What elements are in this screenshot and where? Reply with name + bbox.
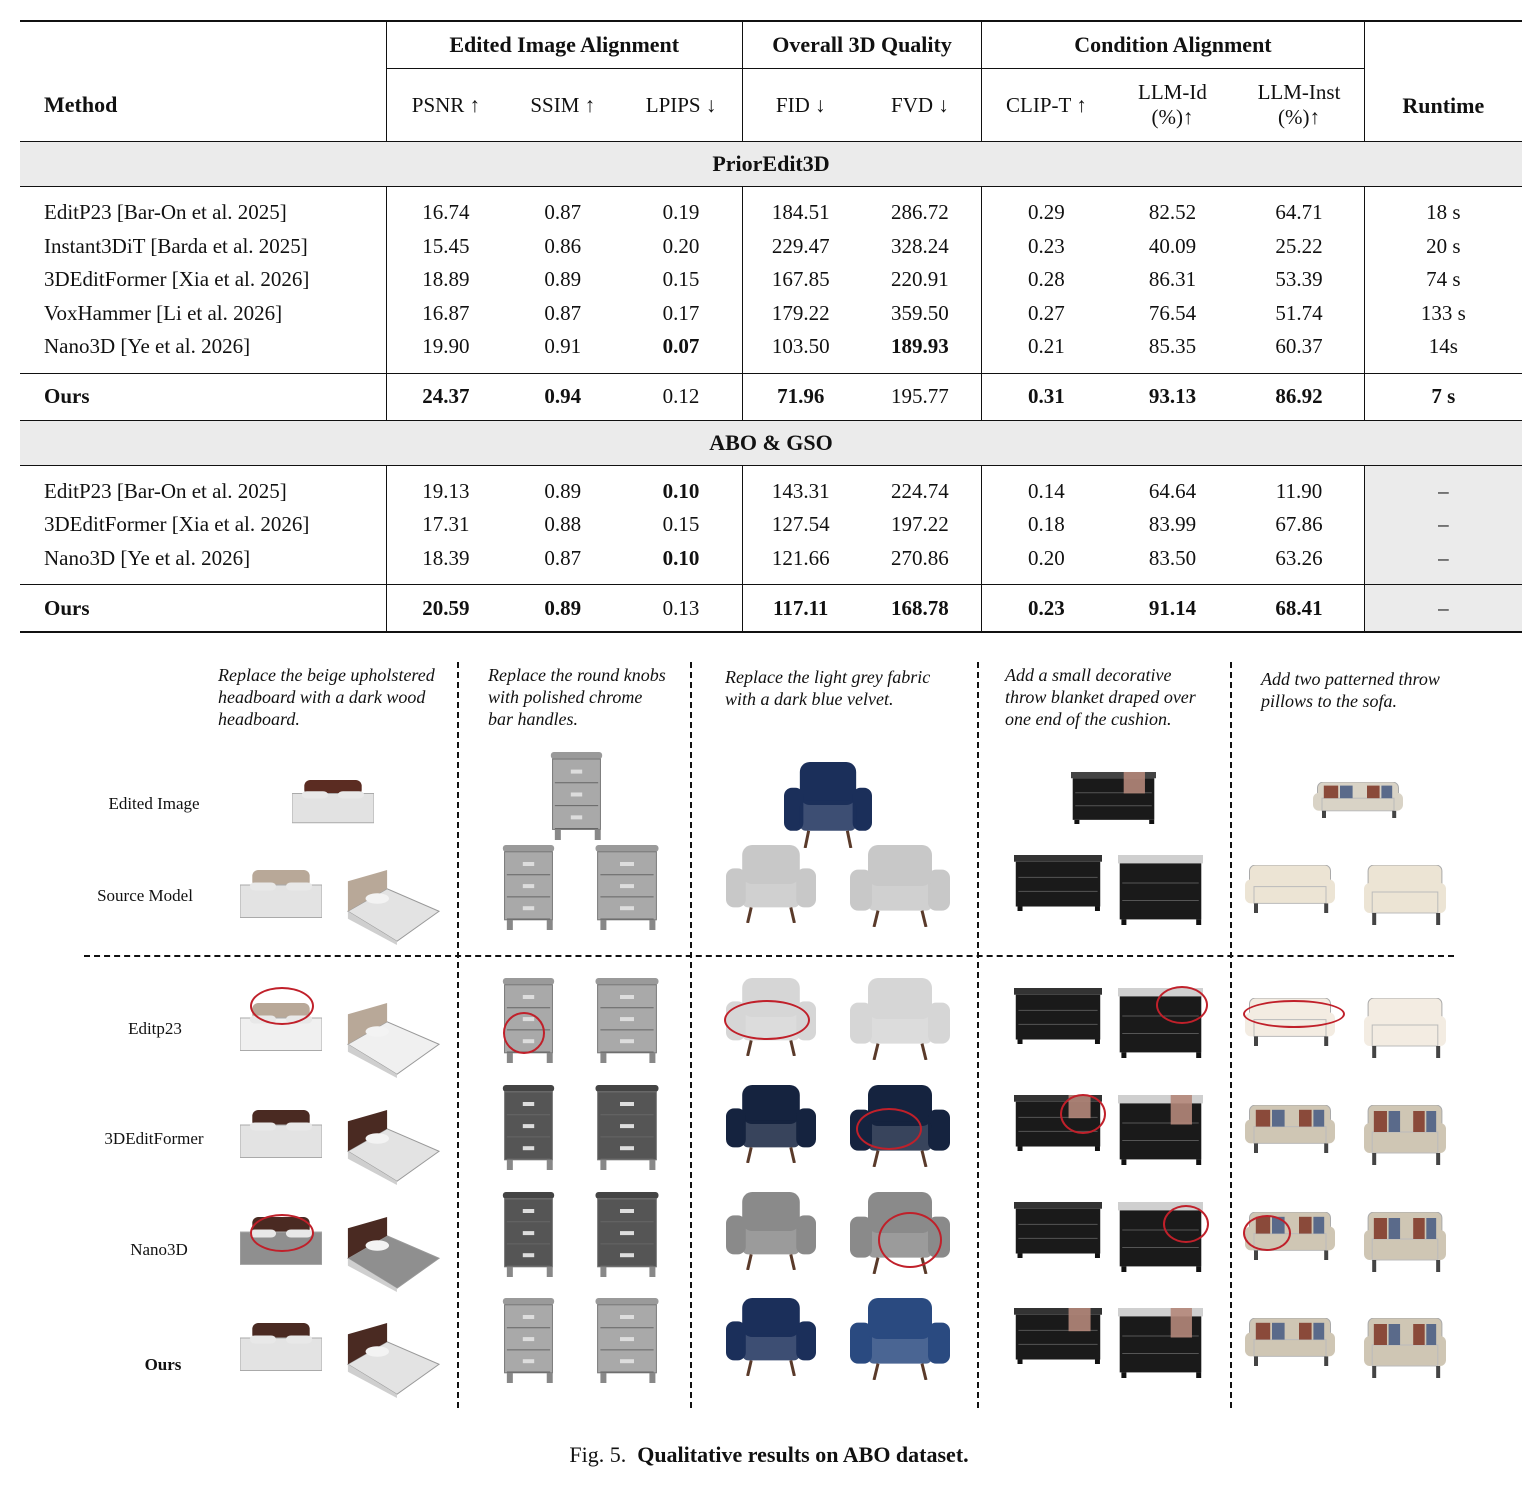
table-row bbox=[20, 263, 1522, 297]
metric-cell: 328.24 bbox=[891, 233, 949, 258]
method-name-ours: Ours bbox=[20, 585, 386, 633]
metric-cell: 0.19 bbox=[662, 200, 700, 225]
metric-cell: 64.71 bbox=[1275, 200, 1323, 225]
ours-result-bench-front bbox=[1014, 1308, 1102, 1364]
metric-cell: 0.29 bbox=[982, 187, 1111, 230]
edited-image-bench bbox=[1071, 772, 1156, 824]
row-label: Source Model bbox=[97, 886, 193, 905]
runtime-cell: – bbox=[1364, 465, 1522, 508]
metric-cell: 286.72 bbox=[891, 200, 949, 225]
header-metric-row bbox=[20, 69, 1522, 142]
row-label: Edited Image bbox=[108, 794, 200, 813]
section-title: PriorEdit3D bbox=[20, 142, 1522, 187]
method-header: Method bbox=[44, 91, 118, 117]
metric-cell: 224.74 bbox=[891, 478, 949, 503]
metric-cell: 0.87 bbox=[544, 300, 582, 325]
ours-row bbox=[20, 585, 1522, 633]
metric-header bbox=[1234, 69, 1364, 142]
ours-result-sofa-angle bbox=[1364, 1318, 1446, 1378]
instruction-line: headboard with a dark wood bbox=[218, 687, 426, 707]
method-name: EditP23 [Bar-On et al. 2025] bbox=[44, 478, 287, 503]
metric-header bbox=[742, 69, 858, 142]
metric-cell: 0.87 bbox=[544, 545, 582, 570]
metric-cell: 0.86 bbox=[544, 233, 582, 258]
metric-cell-ours: 0.13 bbox=[620, 585, 742, 633]
editp23-result-sofa-angle bbox=[1364, 998, 1446, 1058]
column-divider bbox=[690, 662, 692, 1408]
metric-header bbox=[505, 69, 620, 142]
runtime-cell: 133 s bbox=[1364, 297, 1522, 331]
metric-cell: 85.35 bbox=[1148, 334, 1197, 359]
method-name: Instant3DiT [Barda et al. 2025] bbox=[44, 233, 308, 258]
method-name-ours: Ours bbox=[20, 373, 386, 420]
instruction-line: Add two patterned throw bbox=[1261, 669, 1440, 689]
caption-title: Qualitative results on ABO dataset. bbox=[637, 1442, 969, 1467]
metric-cell: 0.27 bbox=[982, 297, 1111, 331]
failure-highlight-circle bbox=[1156, 986, 1208, 1024]
runtime-cell: 74 s bbox=[1364, 263, 1522, 297]
ours-result-armchair-angle bbox=[850, 1298, 950, 1380]
column-divider bbox=[977, 662, 979, 1408]
metric-cell: 0.17 bbox=[662, 300, 700, 325]
metric-cell-ours: 0.12 bbox=[620, 373, 742, 420]
editp23-result-bench-front bbox=[1014, 988, 1102, 1044]
metric-header-line: FVD ↓ bbox=[891, 92, 949, 117]
instruction-line: with a dark blue velvet. bbox=[725, 689, 894, 709]
instruction-text bbox=[1005, 664, 1196, 730]
metric-cell: 220.91 bbox=[891, 267, 949, 292]
metric-cell: 83.50 bbox=[1148, 545, 1197, 570]
metric-header-line: SSIM ↑ bbox=[530, 92, 596, 117]
metric-cell: 83.99 bbox=[1148, 512, 1197, 537]
3deditformer-result-nightstand-front bbox=[500, 1085, 557, 1170]
source-model-bench-angle bbox=[1118, 855, 1203, 925]
editp23-result-armchair-angle bbox=[850, 978, 950, 1060]
results-table bbox=[20, 20, 1522, 633]
metric-header-line: FID ↓ bbox=[775, 92, 826, 117]
ours-result-nightstand-front bbox=[500, 1298, 557, 1383]
metric-cell: 25.22 bbox=[1275, 233, 1323, 258]
caption-prefix: Fig. 5. bbox=[569, 1442, 627, 1467]
instruction-text bbox=[725, 666, 930, 710]
metric-header-line: (%)↑ bbox=[1278, 105, 1320, 129]
method-name: VoxHammer [Li et al. 2026] bbox=[44, 300, 283, 325]
metric-cell: 229.47 bbox=[742, 230, 858, 264]
3deditformer-result-nightstand-angle bbox=[592, 1085, 662, 1170]
nano3d-result-sofa-angle bbox=[1364, 1212, 1446, 1272]
instruction-line: Replace the beige upholstered bbox=[218, 665, 435, 685]
metric-cell: 179.22 bbox=[742, 297, 858, 331]
instruction-line: with polished chrome bbox=[488, 687, 643, 707]
metric-cell: 167.85 bbox=[742, 263, 858, 297]
metric-cell: 11.90 bbox=[1275, 478, 1323, 503]
metric-cell: 67.86 bbox=[1275, 512, 1323, 537]
source-model-armchair-angle bbox=[850, 845, 950, 927]
metric-cell: 64.64 bbox=[1148, 478, 1197, 503]
section-header-row bbox=[20, 420, 1522, 465]
metric-cell-ours: 91.14 bbox=[1111, 585, 1235, 633]
metric-cell: 15.45 bbox=[386, 230, 505, 264]
metric-cell-ours: 24.37 bbox=[386, 373, 505, 420]
metric-cell: 0.88 bbox=[544, 512, 582, 537]
metric-cell: 0.89 bbox=[544, 478, 582, 503]
source-model-bench-front bbox=[1014, 855, 1102, 911]
source-model-nightstand-front bbox=[500, 845, 557, 930]
metric-cell: 0.14 bbox=[982, 465, 1111, 508]
failure-highlight-circle bbox=[1060, 1094, 1106, 1134]
ours-row bbox=[20, 373, 1522, 420]
metric-header bbox=[386, 69, 505, 142]
method-name: Nano3D [Ye et al. 2026] bbox=[44, 545, 251, 570]
metric-cell-ours: 68.41 bbox=[1234, 585, 1364, 633]
source-model-bed-front bbox=[240, 870, 322, 920]
ours-result-nightstand-angle bbox=[592, 1298, 662, 1383]
instruction-line: Add a small decorative bbox=[1005, 665, 1172, 685]
instruction-line: one end of the cushion. bbox=[1005, 709, 1172, 729]
method-name: 3DEditFormer [Xia et al. 2026] bbox=[44, 512, 310, 537]
method-name: 3DEditFormer [Xia et al. 2026] bbox=[44, 267, 310, 292]
metric-cell-ours: 0.89 bbox=[505, 585, 620, 633]
runtime-cell: 18 s bbox=[1364, 187, 1522, 230]
metric-cell-ours: 86.92 bbox=[1234, 373, 1364, 420]
failure-highlight-circle bbox=[250, 1214, 314, 1252]
failure-highlight-circle bbox=[856, 1108, 922, 1150]
column-group-header: Condition Alignment bbox=[982, 21, 1364, 69]
instruction-line: Replace the round knobs bbox=[488, 665, 666, 685]
metric-cell: 0.20 bbox=[662, 233, 700, 258]
metric-cell: 0.21 bbox=[982, 330, 1111, 373]
metric-cell: 0.91 bbox=[544, 334, 582, 359]
3deditformer-result-bed-front bbox=[240, 1110, 322, 1160]
metric-header-line: LLM-Inst bbox=[1257, 80, 1341, 104]
header-group-row bbox=[20, 21, 1522, 69]
metric-cell: 184.51 bbox=[742, 187, 858, 230]
metric-cell: 18.39 bbox=[386, 542, 505, 585]
metric-cell: 0.87 bbox=[544, 200, 582, 225]
metric-cell: 197.22 bbox=[891, 512, 949, 537]
failure-highlight-circle bbox=[724, 1000, 810, 1040]
metric-header bbox=[620, 69, 742, 142]
metric-cell: 63.26 bbox=[1275, 545, 1323, 570]
metric-cell: 103.50 bbox=[742, 330, 858, 373]
edited-image-bed bbox=[292, 780, 374, 825]
row-label: Nano3D bbox=[130, 1240, 188, 1259]
ours-result-armchair-front bbox=[726, 1298, 816, 1376]
row-divider bbox=[84, 955, 1454, 957]
metric-cell-ours: 168.78 bbox=[859, 585, 982, 633]
metric-cell-ours: 0.31 bbox=[982, 373, 1111, 420]
instruction-line: headboard. bbox=[218, 709, 300, 729]
nano3d-result-nightstand-angle bbox=[592, 1192, 662, 1277]
column-divider bbox=[1230, 662, 1232, 1408]
instruction-text bbox=[1261, 668, 1440, 712]
header-empty bbox=[20, 21, 386, 69]
instruction-line: pillows to the sofa. bbox=[1261, 691, 1398, 711]
table-row bbox=[20, 230, 1522, 264]
metric-cell: 19.13 bbox=[386, 465, 505, 508]
table-row bbox=[20, 297, 1522, 331]
instruction-line: throw blanket draped over bbox=[1005, 687, 1196, 707]
metric-cell: 0.20 bbox=[982, 542, 1111, 585]
metric-cell: 18.89 bbox=[386, 263, 505, 297]
metric-cell: 189.93 bbox=[891, 334, 949, 359]
edited-image-sofa bbox=[1313, 782, 1403, 818]
metric-cell: 0.28 bbox=[982, 263, 1111, 297]
ours-result-bed-front bbox=[240, 1323, 322, 1373]
metric-cell: 0.23 bbox=[982, 230, 1111, 264]
metric-cell: 143.31 bbox=[742, 465, 858, 508]
metric-header-line: CLIP-T ↑ bbox=[1006, 92, 1087, 117]
instruction-text bbox=[218, 664, 435, 730]
metric-cell-ours: 195.77 bbox=[859, 373, 982, 420]
metric-cell: 16.74 bbox=[386, 187, 505, 230]
metric-header bbox=[982, 69, 1111, 142]
row-label: Editp23 bbox=[128, 1019, 182, 1038]
runtime-cell-ours: 7 s bbox=[1364, 373, 1522, 420]
failure-highlight-circle bbox=[1243, 1215, 1291, 1251]
metric-cell: 0.15 bbox=[662, 512, 700, 537]
3deditformer-result-armchair-front bbox=[726, 1085, 816, 1163]
metric-cell: 60.37 bbox=[1275, 334, 1323, 359]
metric-cell-ours: 20.59 bbox=[386, 585, 505, 633]
metric-cell: 0.10 bbox=[662, 545, 700, 570]
table-row bbox=[20, 508, 1522, 542]
runtime-cell: 20 s bbox=[1364, 230, 1522, 264]
table-row bbox=[20, 542, 1522, 585]
row-label: Ours bbox=[144, 1355, 182, 1374]
metric-cell-ours: 93.13 bbox=[1111, 373, 1235, 420]
metric-header-line: (%)↑ bbox=[1151, 105, 1194, 129]
row-label: 3DEditFormer bbox=[104, 1129, 204, 1148]
3deditformer-result-sofa-angle bbox=[1364, 1105, 1446, 1165]
edited-image-nightstand bbox=[548, 752, 605, 840]
metric-cell: 0.07 bbox=[662, 334, 700, 359]
metric-cell: 76.54 bbox=[1148, 300, 1197, 325]
ours-result-sofa-front bbox=[1245, 1318, 1335, 1366]
nano3d-result-bench-front bbox=[1014, 1202, 1102, 1258]
metric-cell: 0.10 bbox=[662, 478, 700, 503]
metric-header-line: LLM-Id bbox=[1138, 80, 1207, 104]
metric-cell-ours: 117.11 bbox=[742, 585, 858, 633]
metric-cell: 82.52 bbox=[1148, 200, 1197, 225]
metric-header-line: PSNR ↑ bbox=[411, 92, 481, 117]
metric-cell: 121.66 bbox=[742, 542, 858, 585]
metric-cell: 86.31 bbox=[1148, 267, 1197, 292]
metric-header bbox=[1111, 69, 1235, 142]
metric-header bbox=[859, 69, 982, 142]
metric-header-line: LPIPS ↓ bbox=[645, 92, 717, 117]
3deditformer-result-sofa-front bbox=[1245, 1105, 1335, 1153]
failure-highlight-circle bbox=[878, 1212, 942, 1268]
column-divider bbox=[457, 662, 459, 1408]
nano3d-result-armchair-front bbox=[726, 1192, 816, 1270]
metric-cell-ours: 0.94 bbox=[505, 373, 620, 420]
metric-cell-ours: 71.96 bbox=[742, 373, 858, 420]
source-model-sofa-front bbox=[1245, 865, 1335, 913]
failure-highlight-circle bbox=[1243, 1000, 1345, 1028]
section-title: ABO & GSO bbox=[20, 420, 1522, 465]
source-model-sofa-angle bbox=[1364, 865, 1446, 925]
instruction-text bbox=[488, 664, 666, 730]
ours-result-bench-angle bbox=[1118, 1308, 1203, 1378]
column-group-header: Overall 3D Quality bbox=[742, 21, 981, 69]
metric-cell: 53.39 bbox=[1275, 267, 1323, 292]
metric-cell: 127.54 bbox=[742, 508, 858, 542]
ours-result-bed-angle bbox=[343, 1323, 441, 1398]
3deditformer-result-bed-angle bbox=[343, 1110, 441, 1185]
metric-cell: 40.09 bbox=[1148, 233, 1197, 258]
instruction-line: Replace the light grey fabric bbox=[725, 667, 931, 687]
table-row bbox=[20, 465, 1522, 508]
section-header-row bbox=[20, 142, 1522, 187]
failure-highlight-circle bbox=[503, 1012, 545, 1054]
metric-cell: 0.15 bbox=[662, 267, 700, 292]
runtime-cell-ours: – bbox=[1364, 585, 1522, 633]
source-model-nightstand-angle bbox=[592, 845, 662, 930]
nano3d-result-nightstand-front bbox=[500, 1192, 557, 1277]
metric-cell: 270.86 bbox=[891, 545, 949, 570]
nano3d-result-bed-angle bbox=[343, 1217, 441, 1292]
metric-cell: 17.31 bbox=[386, 508, 505, 542]
source-model-bed-angle bbox=[343, 870, 441, 945]
method-name: Nano3D [Ye et al. 2026] bbox=[44, 334, 251, 359]
table-row bbox=[20, 330, 1522, 373]
source-model-armchair-front bbox=[726, 845, 816, 923]
table-row bbox=[20, 187, 1522, 230]
results-table-container bbox=[20, 20, 1522, 633]
metric-cell: 16.87 bbox=[386, 297, 505, 331]
metric-cell: 51.74 bbox=[1275, 300, 1323, 325]
runtime-cell: 14s bbox=[1364, 330, 1522, 373]
column-group-header: Edited Image Alignment bbox=[386, 21, 742, 69]
runtime-header: Runtime bbox=[1364, 21, 1522, 142]
failure-highlight-circle bbox=[250, 987, 314, 1025]
editp23-result-nightstand-angle bbox=[592, 978, 662, 1063]
metric-cell: 0.18 bbox=[982, 508, 1111, 542]
runtime-cell: – bbox=[1364, 542, 1522, 585]
failure-highlight-circle bbox=[1163, 1205, 1209, 1243]
metric-cell: 359.50 bbox=[891, 300, 949, 325]
instruction-line: bar handles. bbox=[488, 709, 578, 729]
3deditformer-result-bench-angle bbox=[1118, 1095, 1203, 1165]
editp23-result-bed-angle bbox=[343, 1003, 441, 1078]
edited-image-armchair bbox=[784, 762, 872, 848]
method-name: EditP23 [Bar-On et al. 2025] bbox=[44, 200, 287, 225]
figure-caption bbox=[0, 1442, 1538, 1468]
metric-cell: 0.89 bbox=[544, 267, 582, 292]
runtime-cell: – bbox=[1364, 508, 1522, 542]
metric-cell: 19.90 bbox=[386, 330, 505, 373]
metric-cell-ours: 0.23 bbox=[982, 585, 1111, 633]
